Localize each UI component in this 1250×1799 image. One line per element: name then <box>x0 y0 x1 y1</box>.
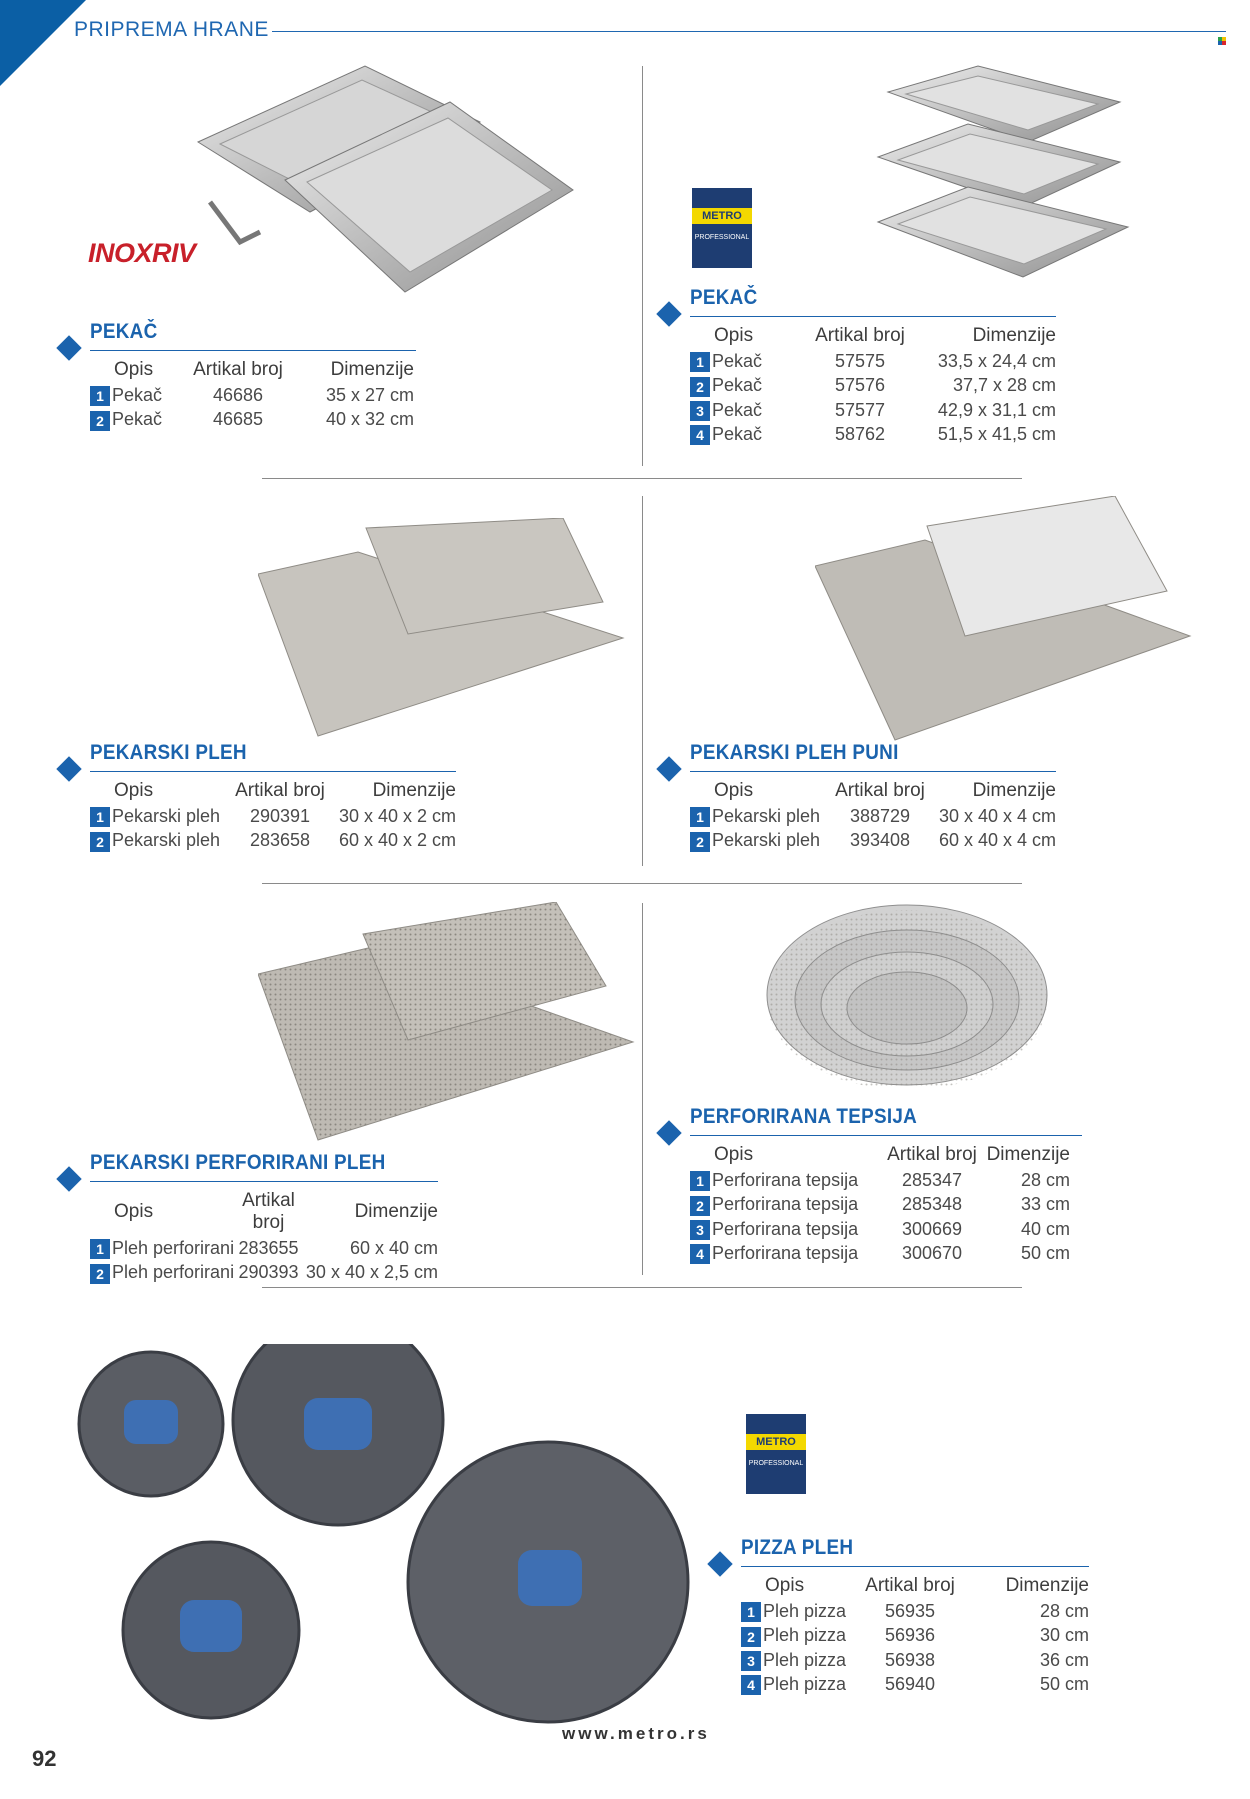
row-dimenzije: 35 x 27 cm <box>325 385 414 406</box>
section-rule <box>690 1135 1082 1136</box>
col-header-artikal: Artikal broj <box>815 325 905 346</box>
metro-logo-subtext: PROFESSIONAL <box>694 234 750 241</box>
row-opis: Pleh perforirani <box>112 1262 235 1283</box>
row-dimenzije: 33 cm <box>1020 1194 1070 1215</box>
row-number: 4 <box>741 1675 761 1695</box>
row-opis: Pekač <box>112 385 163 405</box>
row-artikal: 283658 <box>249 830 311 851</box>
row-number: 2 <box>690 377 710 397</box>
metro-professional-logo <box>746 1414 806 1494</box>
row-artikal: 300670 <box>901 1242 963 1263</box>
section-rule <box>90 771 456 772</box>
row-artikal: 290391 <box>249 806 311 827</box>
table-row <box>690 829 1056 853</box>
row-number: 2 <box>690 832 710 852</box>
row-opis: Pekarski pleh <box>712 806 821 826</box>
spec-table <box>741 1573 1089 1697</box>
table-row <box>690 1193 1070 1217</box>
col-header-opis: Opis <box>114 359 154 380</box>
row-opis: Pekač <box>712 375 763 396</box>
section-title: PEKARSKI PERFORIRANI PLEH <box>90 1151 386 1174</box>
inoxriv-logo: INOXRIV <box>88 238 196 268</box>
section-perforirani-pleh <box>90 1151 438 1286</box>
row-dimenzije: 40 cm <box>1020 1218 1070 1239</box>
col-header-dimenzije: Dimenzije <box>354 1201 438 1222</box>
diamond-marker <box>656 1120 681 1145</box>
row-artikal: 58762 <box>834 423 886 444</box>
page-number: 92 <box>32 1746 57 1771</box>
diamond-marker <box>56 1166 81 1191</box>
row-number: 3 <box>690 401 710 421</box>
col-header-artikal: Artikal broj <box>865 1575 955 1596</box>
table-row <box>90 1261 438 1285</box>
row-opis: Pleh pizza <box>763 1673 847 1694</box>
row-number: 4 <box>690 425 710 445</box>
row-dimenzije: 60 x 40 x 4 cm <box>938 830 1056 851</box>
table-row <box>90 805 456 829</box>
spec-table <box>90 357 414 433</box>
perforated-pans-image <box>764 902 1050 1088</box>
row-opis: Perforirana tepsija <box>712 1194 859 1215</box>
diamond-marker <box>56 756 81 781</box>
row-opis: Pleh pizza <box>763 1625 847 1646</box>
col-header-dimenzije: Dimenzije <box>372 780 456 801</box>
row-dimenzije: 28 cm <box>1039 1601 1089 1622</box>
row-artikal: 57577 <box>834 399 886 420</box>
row-dimenzije: 40 x 32 cm <box>325 409 414 430</box>
col-header-artikal: Artikal broj <box>242 1190 295 1233</box>
section-pekarski-pleh-puni <box>690 741 1056 854</box>
row-artikal: 285347 <box>901 1170 963 1191</box>
row-dimenzije: 60 x 40 x 2 cm <box>338 830 456 851</box>
row-dimenzije: 51,5 x 41,5 cm <box>937 423 1056 444</box>
row-dimenzije: 30 cm <box>1039 1625 1089 1646</box>
col-header-opis: Opis <box>114 780 154 801</box>
spec-table <box>90 1188 438 1286</box>
row-opis: Pekarski pleh <box>712 830 821 851</box>
row-artikal: 56938 <box>884 1649 936 1670</box>
table-row <box>90 408 414 432</box>
spec-table <box>690 1142 1070 1266</box>
col-header-dimenzije: Dimenzije <box>972 325 1056 346</box>
row-opis: Pekač <box>712 423 763 444</box>
row-number: 1 <box>90 1239 110 1259</box>
metro-logo-subtext: PROFESSIONAL <box>748 1460 804 1467</box>
diamond-marker <box>56 335 81 360</box>
page-header-title: PRIPREMA HRANE <box>74 18 269 41</box>
perforated-sheet-image <box>258 902 636 1144</box>
row-divider <box>262 1287 1022 1288</box>
section-pekac-inoxriv <box>90 320 416 433</box>
section-pekarski-pleh <box>90 741 456 854</box>
row-artikal: 393408 <box>849 830 911 851</box>
table-row <box>690 1242 1070 1266</box>
table-row <box>690 1169 1070 1193</box>
row-number: 2 <box>90 832 110 852</box>
row-artikal: 388729 <box>849 806 911 827</box>
section-title: PEKARSKI PLEH PUNI <box>690 741 899 764</box>
row-number: 1 <box>741 1602 761 1622</box>
section-pizza-pleh <box>741 1536 1089 1697</box>
baking-sheet-image <box>258 518 628 740</box>
row-opis: Perforirana tepsija <box>712 1218 859 1239</box>
section-rule <box>690 771 1056 772</box>
row-dimenzije: 30 x 40 x 2 cm <box>338 806 456 827</box>
table-row <box>741 1673 1089 1697</box>
row-number: 1 <box>90 386 110 406</box>
col-header-artikal: Artikal broj <box>835 780 925 801</box>
table-row <box>690 399 1056 423</box>
row-divider <box>262 478 1022 479</box>
row-number: 1 <box>690 352 710 372</box>
footer-url[interactable]: www.metro.rs <box>562 1724 710 1743</box>
row-artikal: 56935 <box>884 1601 936 1622</box>
col-header-opis: Opis <box>714 1144 754 1165</box>
col-header-dimenzije: Dimenzije <box>330 359 414 380</box>
row-dimenzije: 30 x 40 x 2,5 cm <box>305 1262 438 1283</box>
table-row <box>741 1624 1089 1648</box>
table-row <box>690 805 1056 829</box>
metro-logo-text: METRO <box>746 1434 806 1450</box>
col-header-artikal: Artikal broj <box>193 359 283 380</box>
row-artikal: 300669 <box>901 1218 963 1239</box>
row-artikal: 56936 <box>884 1625 936 1646</box>
metro-professional-logo <box>692 188 752 268</box>
row-number: 2 <box>90 411 110 431</box>
column-divider <box>642 66 643 466</box>
spec-table <box>90 778 456 854</box>
column-divider <box>642 903 643 1275</box>
row-artikal: 57575 <box>834 351 886 372</box>
section-title: PEKARSKI PLEH <box>90 741 247 764</box>
section-rule <box>741 1566 1089 1567</box>
row-artikal: 283655 <box>238 1238 299 1259</box>
row-opis: Pleh perforirani <box>112 1238 235 1258</box>
spec-table <box>690 323 1056 447</box>
row-dimenzije: 42,9 x 31,1 cm <box>937 399 1056 420</box>
col-header-opis: Opis <box>714 780 754 801</box>
row-artikal: 46686 <box>212 385 264 406</box>
col-header-opis: Opis <box>714 325 754 346</box>
section-title: PERFORIRANA TEPSIJA <box>690 1105 918 1128</box>
col-header-opis: Opis <box>114 1201 154 1222</box>
section-pekac-metro <box>690 286 1056 447</box>
section-perforirana-tepsija <box>690 1105 1082 1266</box>
row-dimenzije: 28 cm <box>1020 1170 1070 1191</box>
row-artikal: 46685 <box>212 409 264 430</box>
row-number: 2 <box>741 1627 761 1647</box>
row-dimenzije: 36 cm <box>1039 1649 1089 1670</box>
header-rule <box>272 31 1226 32</box>
diamond-marker <box>656 301 681 326</box>
spec-table <box>690 778 1056 854</box>
column-divider <box>642 496 643 866</box>
row-dimenzije: 33,5 x 24,4 cm <box>937 351 1056 372</box>
table-row <box>741 1600 1089 1624</box>
row-number: 2 <box>690 1196 710 1216</box>
section-rule <box>90 1181 438 1182</box>
col-header-opis: Opis <box>765 1575 805 1596</box>
section-rule <box>690 316 1056 317</box>
section-title: PEKAČ <box>690 286 758 309</box>
row-dimenzije: 50 cm <box>1039 1673 1089 1694</box>
table-row <box>690 423 1056 447</box>
pizza-pans-image <box>76 1344 736 1724</box>
row-dimenzije: 30 x 40 x 4 cm <box>938 806 1056 827</box>
row-dimenzije: 50 cm <box>1020 1242 1070 1263</box>
baking-sheet-full-image <box>815 496 1195 744</box>
col-header-dimenzije: Dimenzije <box>972 780 1056 801</box>
row-opis: Pekač <box>112 409 163 430</box>
table-row <box>90 1237 438 1261</box>
row-opis: Perforirana tepsija <box>712 1242 859 1263</box>
row-opis: Pleh pizza <box>763 1649 847 1670</box>
row-opis: Perforirana tepsija <box>712 1170 859 1190</box>
row-number: 4 <box>690 1244 710 1264</box>
row-artikal: 285348 <box>901 1194 963 1215</box>
section-title: PEKAČ <box>90 320 158 343</box>
col-header-artikal: Artikal broj <box>887 1144 977 1165</box>
roasting-pan-image <box>190 62 590 302</box>
row-dimenzije: 60 x 40 cm <box>349 1238 438 1259</box>
row-number: 3 <box>690 1220 710 1240</box>
row-number: 2 <box>90 1264 110 1284</box>
color-marks <box>1218 37 1226 45</box>
diamond-marker <box>656 756 681 781</box>
col-header-dimenzije: Dimenzije <box>1005 1575 1089 1596</box>
table-row <box>690 1218 1070 1242</box>
row-divider <box>262 883 1022 884</box>
row-number: 3 <box>741 1651 761 1671</box>
row-artikal: 56940 <box>884 1673 936 1694</box>
stacked-pans-image <box>858 62 1130 312</box>
row-opis: Pekač <box>712 351 763 371</box>
table-row <box>690 374 1056 398</box>
metro-logo-text: METRO <box>692 208 752 224</box>
col-header-dimenzije: Dimenzije <box>986 1144 1070 1165</box>
corner-triangle <box>0 0 86 86</box>
row-number: 1 <box>90 807 110 827</box>
row-number: 1 <box>690 807 710 827</box>
table-row <box>690 350 1056 374</box>
row-artikal: 57576 <box>834 375 886 396</box>
table-row <box>90 829 456 853</box>
row-opis: Pekarski pleh <box>112 806 221 826</box>
table-row <box>741 1649 1089 1673</box>
row-opis: Pleh pizza <box>763 1601 847 1621</box>
table-row <box>90 384 414 408</box>
row-number: 1 <box>690 1171 710 1191</box>
row-opis: Pekarski pleh <box>112 830 221 851</box>
col-header-artikal: Artikal broj <box>235 780 325 801</box>
section-rule <box>90 350 416 351</box>
row-artikal: 290393 <box>238 1262 299 1283</box>
row-opis: Pekač <box>712 399 763 420</box>
section-title: PIZZA PLEH <box>741 1536 854 1559</box>
row-dimenzije: 37,7 x 28 cm <box>952 375 1056 396</box>
